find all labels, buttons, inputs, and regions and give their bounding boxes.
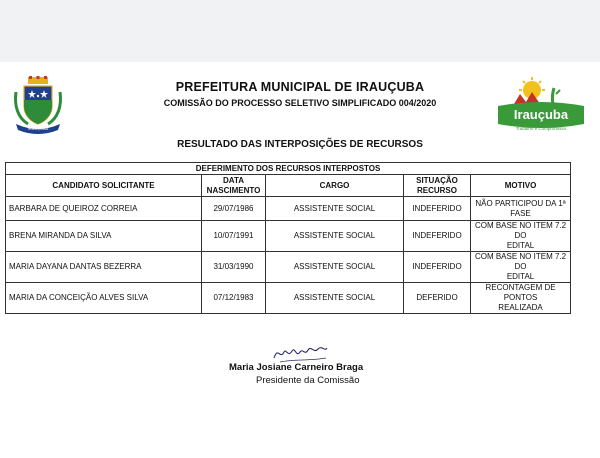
table-row bbox=[6, 221, 571, 252]
motivo-line2: FASE bbox=[510, 208, 531, 218]
cell-motivo bbox=[471, 197, 571, 221]
top-band bbox=[0, 0, 600, 62]
cell-cargo: ASSISTENTE SOCIAL bbox=[266, 252, 404, 283]
motivo-line1: COM BASE NO ITEM 7.2 DO bbox=[474, 221, 567, 240]
cell-data: 29/07/1986 bbox=[202, 197, 266, 221]
header-situacao-line1: SITUAÇÃO bbox=[416, 175, 458, 185]
cell-candidato: BARBARA DE QUEIROZ CORREIA bbox=[6, 197, 202, 221]
table-row bbox=[6, 283, 571, 314]
cell-situacao: INDEFERIDO bbox=[404, 221, 471, 252]
table-header-row bbox=[6, 175, 571, 197]
cell-candidato: MARIA DAYANA DANTAS BEZERRA bbox=[6, 252, 202, 283]
motivo-line2: EDITAL bbox=[506, 272, 535, 281]
header-data-line1: DATA bbox=[222, 175, 245, 185]
commission-subtitle: COMISSÃO DO PROCESSO SELETIVO SIMPLIFICADO 004/2020 bbox=[163, 98, 437, 108]
signature-scribble-icon bbox=[270, 342, 330, 364]
header-data-line2: NASCIMENTO bbox=[206, 185, 261, 195]
cell-cargo: ASSISTENTE SOCIAL bbox=[266, 283, 404, 314]
cell-situacao: INDEFERIDO bbox=[404, 252, 471, 283]
cell-motivo bbox=[471, 252, 571, 283]
cell-motivo bbox=[471, 221, 571, 252]
cell-data: 31/03/1990 bbox=[202, 252, 266, 283]
motivo-line2: REALIZADA bbox=[498, 303, 543, 312]
cell-candidato: BRENA MIRANDA DA SILVA bbox=[6, 221, 202, 252]
table-caption-row bbox=[6, 163, 571, 175]
header-situacao-line2: RECURSO bbox=[416, 185, 457, 195]
document-title: RESULTADO DAS INTERPOSIÇÕES DE RECURSOS bbox=[177, 139, 423, 150]
results-table bbox=[5, 162, 571, 314]
cell-data: 07/12/1983 bbox=[202, 283, 266, 314]
header-cargo: CARGO bbox=[266, 175, 404, 197]
prefeitura-title: PREFEITURA MUNICIPAL DE IRAUÇUBA bbox=[175, 80, 425, 94]
cell-candidato: MARIA DA CONCEIÇÃO ALVES SILVA bbox=[6, 283, 202, 314]
cell-motivo bbox=[471, 283, 571, 314]
motivo-line1: RECONTAGEM DE PONTOS bbox=[485, 283, 556, 302]
signatory-name: Maria Josiane Carneiro Braga bbox=[229, 362, 364, 373]
header-candidato: CANDIDATO SOLICITANTE bbox=[6, 175, 202, 197]
cell-cargo: ASSISTENTE SOCIAL bbox=[266, 197, 404, 221]
motivo-line2: EDITAL bbox=[506, 241, 535, 250]
logo-subtext: Trabalho e Compromisso bbox=[515, 126, 567, 131]
header-situacao bbox=[404, 175, 471, 197]
header-motivo: MOTIVO bbox=[471, 175, 571, 197]
signatory-role: Presidente da Comissão bbox=[256, 375, 360, 386]
cell-cargo: ASSISTENTE SOCIAL bbox=[266, 221, 404, 252]
motivo-line1: NÃO PARTICIPOU DA 1ª bbox=[475, 198, 566, 208]
table-caption: DEFERIMENTO DOS RECURSOS INTERPOSTOS bbox=[6, 163, 571, 175]
cell-situacao: INDEFERIDO bbox=[404, 197, 471, 221]
cell-data: 10/07/1991 bbox=[202, 221, 266, 252]
header-data-nascimento bbox=[202, 175, 266, 197]
cell-situacao: DEFERIDO bbox=[404, 283, 471, 314]
crest-ribbon-text: IRAUÇUBA bbox=[27, 126, 49, 131]
motivo-line1: COM BASE NO ITEM 7.2 DO bbox=[474, 252, 567, 271]
table-row bbox=[6, 252, 571, 283]
logo-text: Irauçuba bbox=[513, 107, 569, 122]
table-row bbox=[6, 197, 571, 221]
